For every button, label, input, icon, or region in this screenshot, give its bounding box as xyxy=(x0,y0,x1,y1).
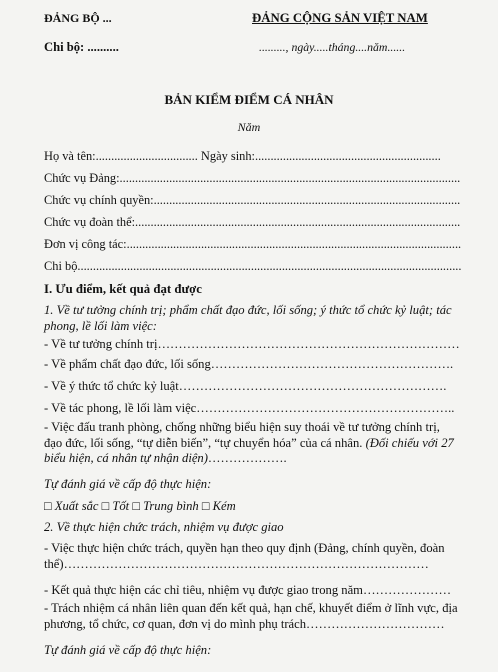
party-name-heading: ĐẢNG CỘNG SẢN VIỆT NAM xyxy=(252,11,428,25)
assessment-options: □ Xuất sắc □ Tốt □ Trung bình □ Kém xyxy=(44,499,236,513)
anti-degradation-dots: ………………. xyxy=(207,451,287,465)
self-assessment-label-2: Tự đánh giá về cấp độ thực hiện: xyxy=(44,643,212,657)
section1-heading: I. Ưu điểm, kết quả đạt được xyxy=(44,282,202,296)
field-government-position: Chức vụ chính quyền:................................................................................................... xyxy=(44,193,461,207)
field-union-position: Chức vụ đoàn thể:......................................................................................................... xyxy=(44,215,461,229)
item-task-results: - Kết quả thực hiện các chỉ tiêu, nhiệm vụ được giao trong năm………………… xyxy=(44,583,452,597)
field-party-position: Chức vụ Đảng:.............................................................................................................. xyxy=(44,171,461,185)
section1-subheading-2: 2. Về thực hiện chức trách, nhiệm vụ được giao xyxy=(44,520,284,534)
party-branch-label: ĐẢNG BỘ ... xyxy=(44,11,112,25)
item-personal-responsibility: - Trách nhiệm cá nhân liên quan đến kết quả, hạn chế, khuyết điểm ở lĩnh vực, địa phương, tổ chức, cơ quan, đơn vị do mình phụ trách…………………………… xyxy=(44,601,458,631)
item-political-ideology: - Về tư tưởng chính trị……………………………………………………………… xyxy=(44,337,460,351)
item-moral-quality: - Về phẩm chất đạo đức, lối sống…………………………………………………. xyxy=(44,357,454,371)
item-work-style: - Về tác phong, lề lối làm việc…………………………………………………….. xyxy=(44,401,455,415)
field-party-cell: Chi bộ............................................................................................................................ xyxy=(44,259,462,273)
year-line: Năm xyxy=(237,120,261,134)
cell-label: Chi bộ: .......... xyxy=(44,40,119,54)
document-title: BẢN KIỂM ĐIỂM CÁ NHÂN xyxy=(164,92,334,107)
date-line: ........., ngày.....tháng....năm...... xyxy=(259,40,406,54)
section1-subheading-1: 1. Về tư tưởng chính trị; phẩm chất đạo đức, lối sống; ý thức tổ chức kỷ luật; tác phong, lề lối làm việc: xyxy=(44,303,452,333)
item-discipline: - Về ý thức tổ chức kỷ luật………………………………………………………. xyxy=(44,379,447,393)
field-workplace: Đơn vị công tác:............................................................................................................ xyxy=(44,237,462,251)
anti-degradation-text: - Việc đấu tranh phòng, chống những biểu hiện suy thoái về tư tưởng chính trị, đạo đức, lối sống, “tự diễn biến”, “tự chuyển hóa” của cá nhân. xyxy=(44,420,440,450)
anti-degradation-note: (Đối chiếu với 27 biểu hiện, cá nhân tự nhận diện) xyxy=(44,435,454,465)
field-name-birthdate: Họ và tên:................................. Ngày sinh:............................................................ xyxy=(44,149,441,163)
item-duty-performance: - Việc thực hiện chức trách, quyền hạn theo quy định (Đảng, chính quyền, đoàn thể)…………………………………………………………………………… xyxy=(44,541,445,571)
item-anti-degradation xyxy=(44,420,458,467)
self-assessment-label-1: Tự đánh giá về cấp độ thực hiện: xyxy=(44,477,212,491)
